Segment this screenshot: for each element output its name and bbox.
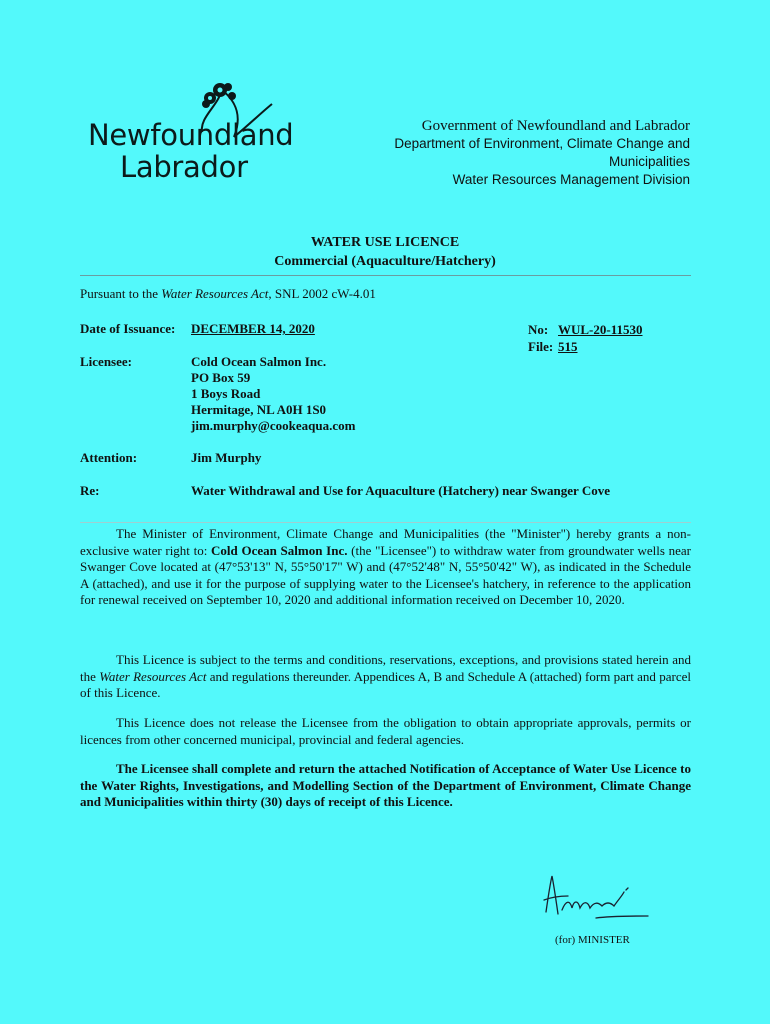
act-name: Water Resources Act bbox=[161, 286, 269, 301]
government-logo bbox=[86, 82, 294, 192]
licensee-po-box: PO Box 59 bbox=[191, 370, 251, 385]
pursuant-prefix: Pursuant to the bbox=[80, 286, 162, 301]
section-divider bbox=[80, 522, 691, 523]
re-value: Water Withdrawal and Use for Aquaculture (Hatchery) near Swanger Cove bbox=[191, 483, 611, 498]
pursuant-suffix: , SNL 2002 cW-4.01 bbox=[268, 286, 376, 301]
licence-reference bbox=[528, 321, 643, 355]
logo-wordmark-line2: Labrador bbox=[120, 150, 248, 184]
grant-paragraph bbox=[80, 526, 691, 609]
no-label: No: bbox=[528, 322, 549, 337]
attention-label: Attention: bbox=[80, 450, 138, 465]
terms-act-name: Water Resources Act bbox=[99, 668, 207, 684]
department-line2: Municipalities bbox=[608, 154, 690, 169]
acceptance-paragraph: The Licensee shall complete and return the attached Notification of Acceptance of Water Use Licence to the Water Rights, Investigations, and Modelling Section of the Department of Environment, Climate Change and Municipalities within thirty (30) days of receipt of this Licence. bbox=[80, 761, 691, 809]
licence-number: WUL-20-11530 bbox=[558, 322, 643, 337]
licensee-name-inline: Cold Ocean Salmon Inc. bbox=[211, 542, 348, 558]
pursuant-statement bbox=[80, 286, 376, 302]
minister-signature bbox=[540, 870, 660, 928]
grant-text-a: The Minister of Environment, Climate Change and Municipalities (the "Minister") hereby grants a non-exclusive water right to: bbox=[80, 526, 691, 558]
title-line1: WATER USE LICENCE bbox=[310, 235, 460, 250]
licensee-email: jim.murphy@cookeaqua.com bbox=[191, 418, 356, 433]
department-line1: Department of Environment, Climate Change and bbox=[394, 136, 690, 151]
licensee-city: Hermitage, NL A0H 1S0 bbox=[191, 402, 327, 417]
grant-text-b: (the "Licensee") to withdraw water from groundwater wells near Swanger Cove located at (47°53'13" N, 55°50'17" W) and (47°52'48" N, 55°50'42" W), as indicated in the Schedule A (attached), and use it for the purpose of supplying water to the Licensee's hatchery, in reference to the application for renewal received on September 10, 2020 and additional information received on December 10, 2020. bbox=[80, 542, 691, 607]
licensee-address bbox=[191, 354, 355, 434]
terms-text-a: This Licence is subject to the terms and conditions, reservations, exceptions, and provisions stated herein and the bbox=[80, 652, 691, 684]
title-divider bbox=[80, 275, 691, 276]
file-number: 515 bbox=[558, 339, 578, 354]
date-value: DECEMBER 14, 2020 bbox=[191, 321, 315, 336]
government-name: Government of Newfoundland and Labrador bbox=[421, 118, 690, 134]
title-line2: Commercial (Aquaculture/Hatchery) bbox=[274, 254, 496, 269]
signature-caption: (for) MINISTER bbox=[555, 934, 630, 946]
attention-value: Jim Murphy bbox=[191, 450, 262, 465]
re-label: Re: bbox=[80, 483, 100, 498]
letterhead bbox=[330, 117, 690, 189]
logo-wordmark-line1: Newfoundland bbox=[88, 118, 294, 152]
licensee-label: Licensee: bbox=[80, 354, 132, 369]
file-label: File: bbox=[528, 339, 554, 354]
licensee-name: Cold Ocean Salmon Inc. bbox=[191, 354, 327, 369]
terms-paragraph bbox=[80, 652, 691, 702]
terms-text-b: and regulations thereunder. Appendices A, B and Schedule A (attached) form part and parcel of this Licence. bbox=[80, 668, 691, 700]
document-title bbox=[0, 233, 770, 271]
obligation-paragraph: This Licence does not release the Licensee from the obligation to obtain appropriate approvals, permits or licences from other concerned municipal, provincial and federal agencies. bbox=[80, 715, 691, 747]
division-name: Water Resources Management Division bbox=[452, 172, 690, 187]
licensee-street: 1 Boys Road bbox=[191, 386, 261, 401]
date-label: Date of Issuance: bbox=[80, 321, 176, 336]
